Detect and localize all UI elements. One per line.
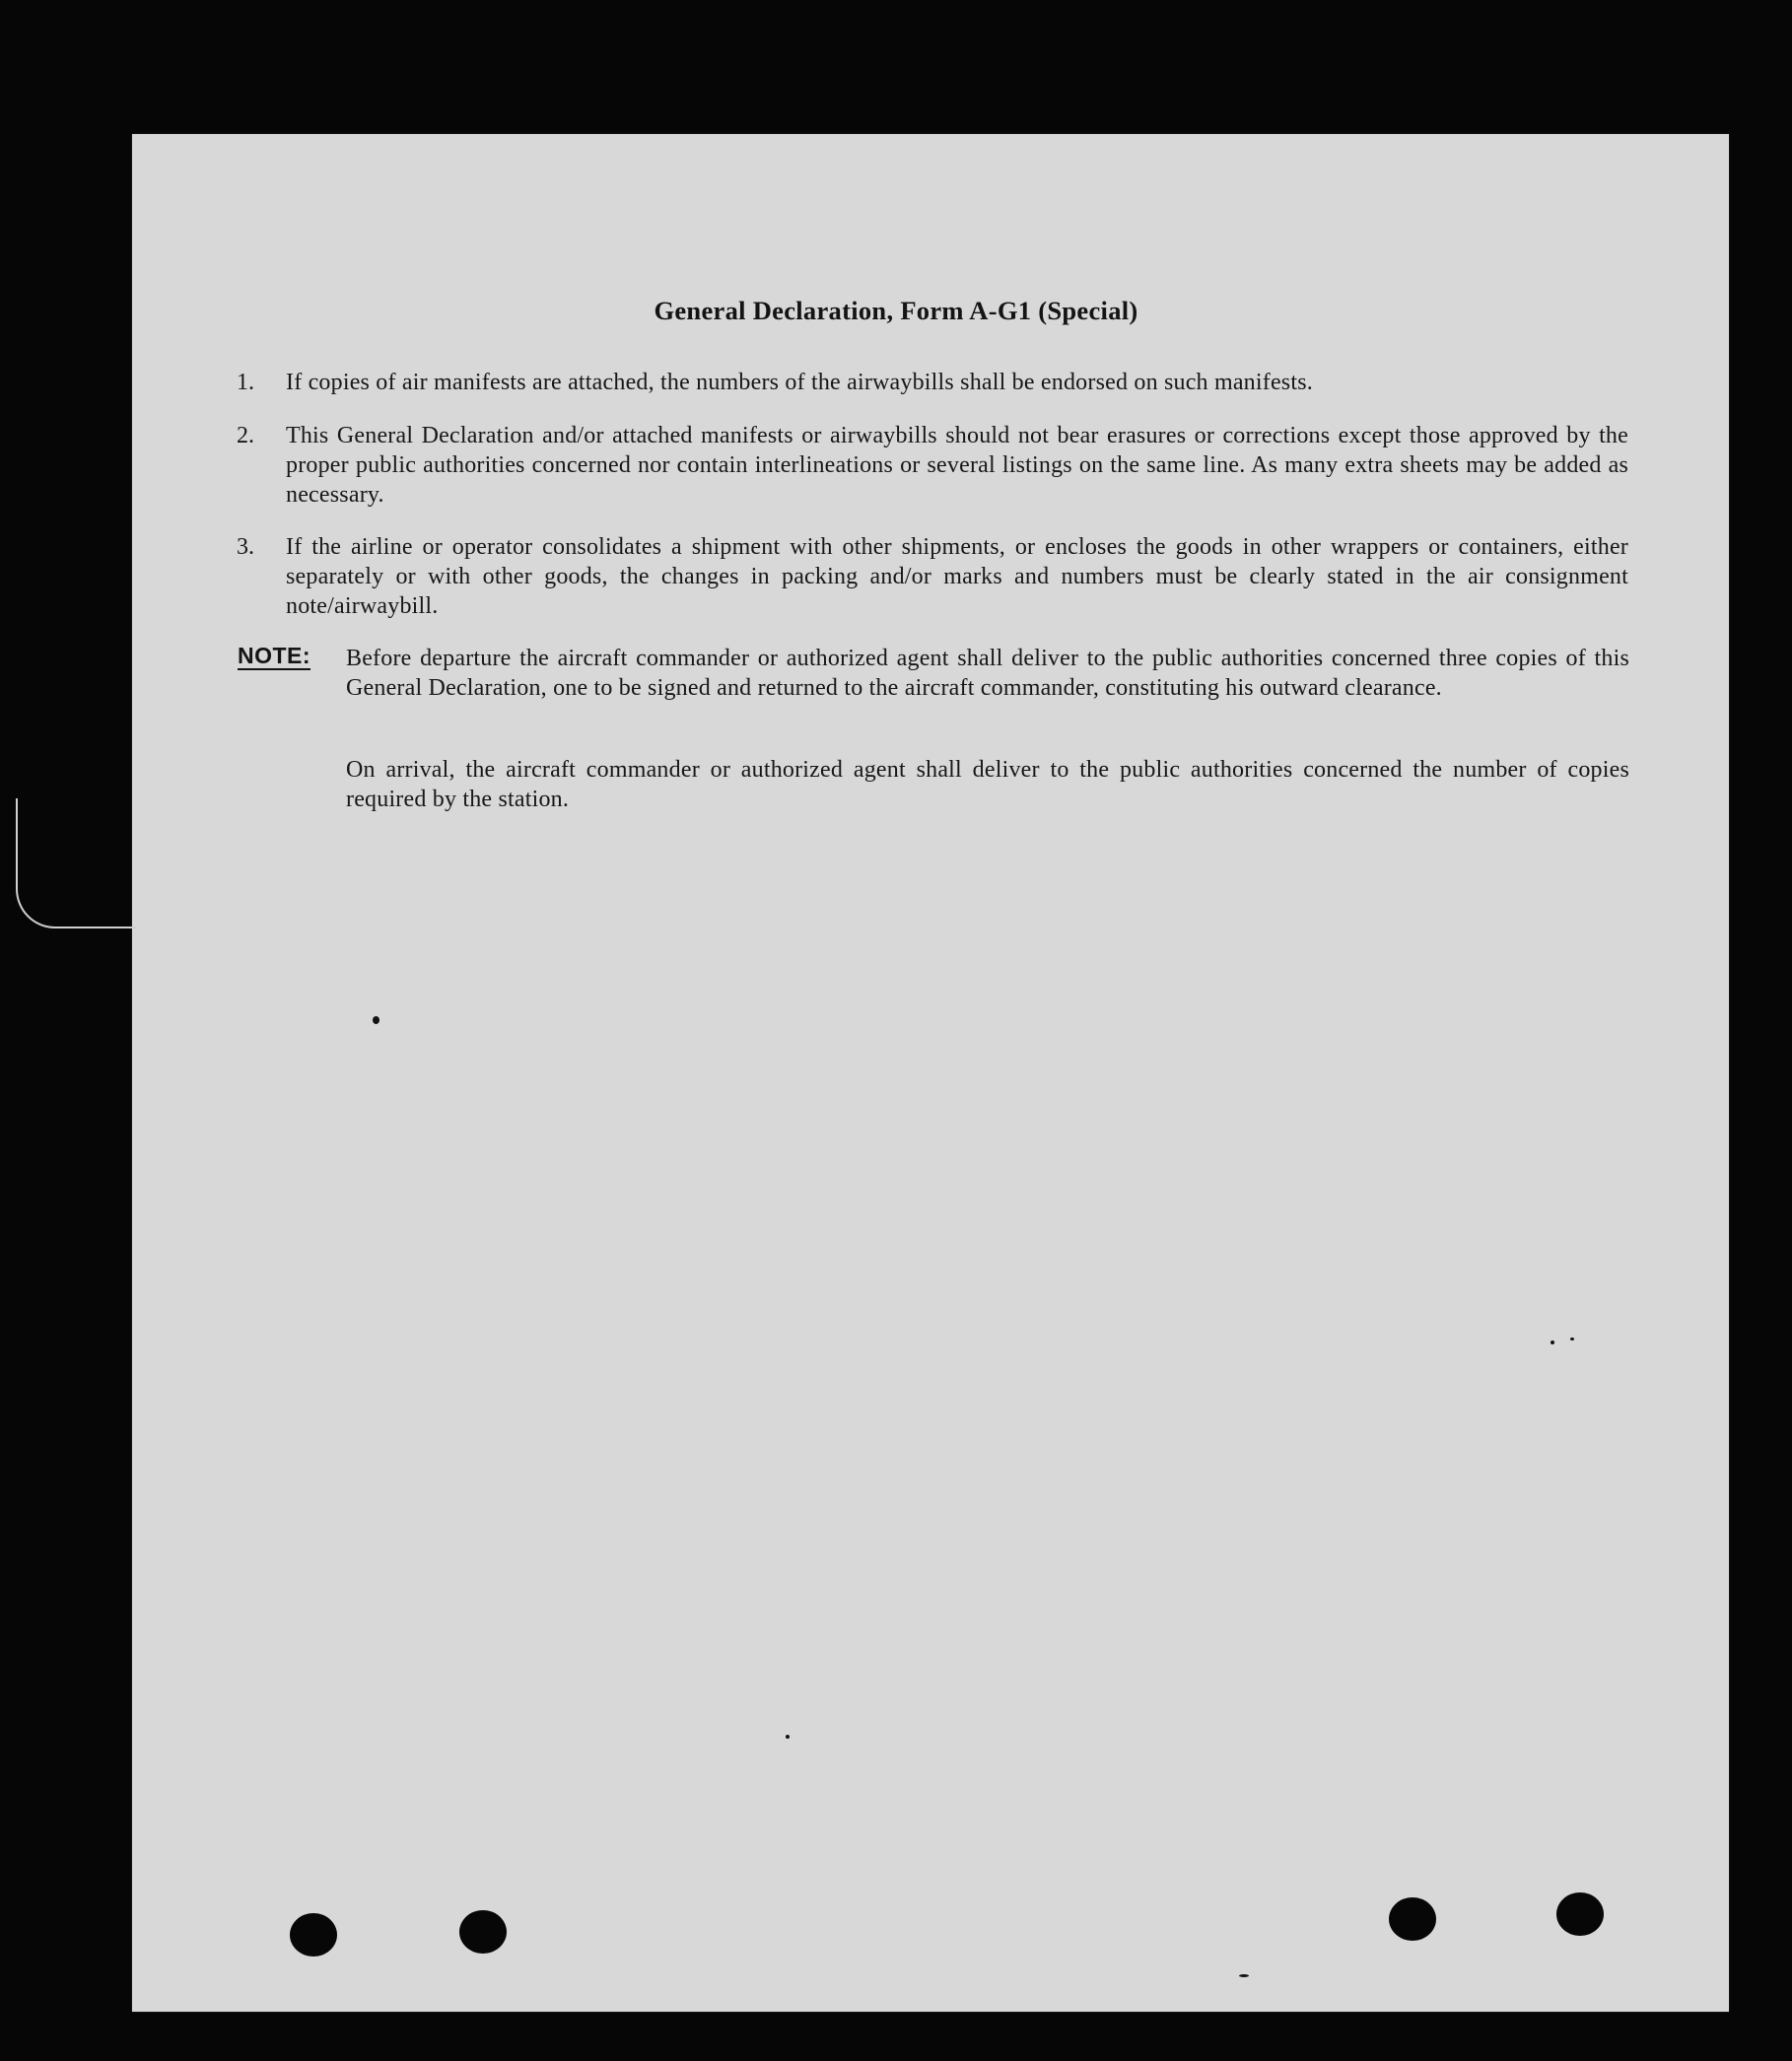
scan-speck bbox=[1239, 1974, 1249, 1977]
scan-scratch bbox=[16, 798, 136, 928]
note-label: NOTE: bbox=[238, 643, 311, 668]
punch-hole bbox=[459, 1910, 507, 1954]
scan-speck bbox=[786, 1735, 790, 1739]
item-number: 2. bbox=[237, 423, 254, 448]
punch-hole bbox=[1389, 1897, 1436, 1941]
scan-speck bbox=[373, 1016, 379, 1024]
scan-speck bbox=[1551, 1340, 1554, 1344]
list-item bbox=[237, 532, 1628, 623]
punch-hole bbox=[1556, 1892, 1604, 1936]
punch-hole bbox=[290, 1913, 337, 1957]
list-item bbox=[237, 368, 1628, 397]
item-text: If copies of air manifests are attached, the numbers of the airwaybills shall be endorsed on such manifests. bbox=[286, 370, 1313, 395]
item-text: If the airline or operator consolidates a shipment with other shipments, or encloses the goods in other wrappers or containers, either separately or with other goods, the changes in packing and/or marks and numbers must be clearly stated in the air consignment note/airwaybill. bbox=[286, 534, 1628, 619]
note-paragraph: Before departure the aircraft commander or authorized agent shall deliver to the public authorities concerned three copies of this General Declaration, one to be signed and returned to the aircraft commander, constituting his outward clearance. bbox=[346, 646, 1629, 701]
item-text: This General Declaration and/or attached manifests or airwaybills should not bear erasures or corrections except those approved by the proper public authorities concerned nor contain interlineations or several listings on the same line. As many extra sheets may be added as necessary. bbox=[286, 423, 1628, 508]
document-title: General Declaration, Form A-G1 (Special) bbox=[654, 296, 1138, 325]
note-paragraph: On arrival, the aircraft commander or authorized agent shall deliver to the public authorities concerned the number of copies required by the station. bbox=[346, 757, 1629, 812]
scan-speck bbox=[1570, 1338, 1574, 1340]
document-page bbox=[132, 134, 1729, 2012]
item-number: 1. bbox=[237, 370, 254, 395]
list-item bbox=[237, 421, 1628, 512]
item-number: 3. bbox=[237, 534, 254, 560]
